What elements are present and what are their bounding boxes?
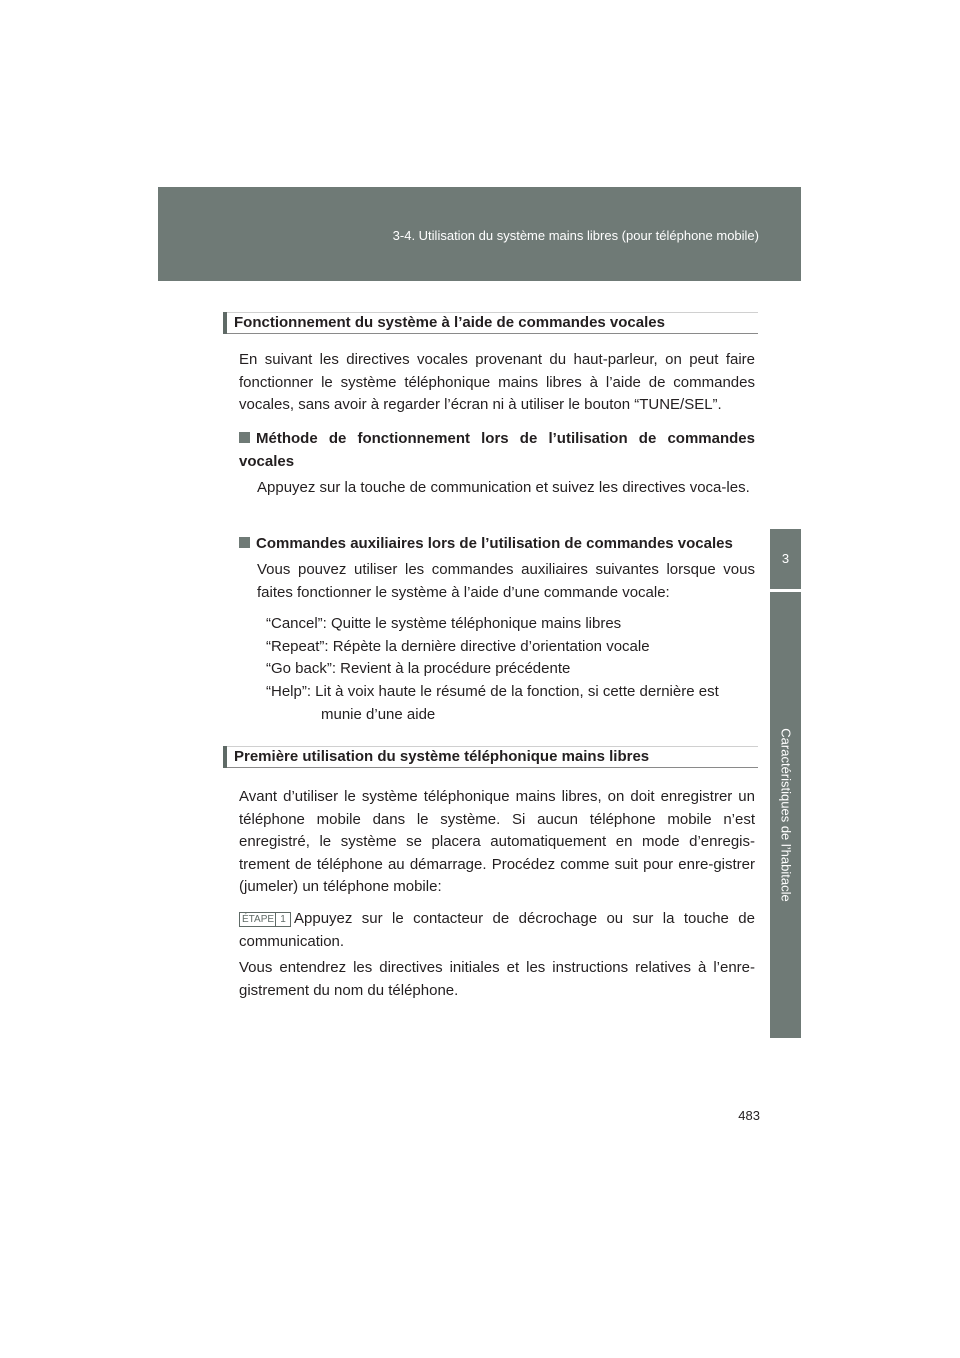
- side-tab-chapter-number: [770, 529, 801, 589]
- section2-intro: Avant d’utiliser le système téléphonique mains libres, on doit enregistrer un téléphone mobile dans le système. Si aucun téléphone mobile n’est enregistré, le système se placera automatiquement en mode d’enregis-trement de téléphone au démarrage. Procédez comme suit pour enre-gistrer (jumeler) un téléphone mobile:: [239, 788, 755, 895]
- sub-heading-text: Commandes auxiliaires lors de l’utilisation de commandes vocales: [256, 535, 733, 552]
- section-heading-voice-commands: [223, 312, 758, 334]
- command-cancel: “Cancel”: Quitte le système téléphonique mains libres: [266, 615, 622, 632]
- sub2-body: Vous pouvez utiliser les commandes auxiliaires suivantes lorsque vous faites fonctionner le système à l’aide d’une commande vocale:: [257, 561, 755, 601]
- header-band: [158, 187, 801, 281]
- step-1-text: [239, 908, 755, 953]
- section-heading-first-use: [223, 746, 758, 768]
- command-help-continued: munie d’une aide: [321, 706, 436, 723]
- step-1-content: Appuyez sur le contacteur de décrochage ou sur la touche de communication.: [239, 910, 755, 950]
- heading-accent-bar: [223, 312, 227, 334]
- sub-heading-text: Méthode de fonctionnement lors de l’utilisation de commandes vocales: [239, 430, 755, 470]
- heading-accent-bar: [223, 746, 227, 768]
- command-repeat: “Repeat”: Répète la dernière directive d’orientation vocale: [266, 638, 650, 655]
- section1-intro: En suivant les directives vocales provenant du haut-parleur, on peut faire fonctionner le système téléphonique mains libres à l’aide de commandes vocales, sans avoir à regarder l’écran ni à utiliser le bouton “TUNE/SEL”.: [239, 351, 755, 413]
- step-label: ÉTAPE: [242, 914, 275, 925]
- command-help: “Help”: Lit à voix haute le résumé de la fonction, si cette dernière est: [266, 683, 719, 700]
- sub-heading-auxiliary: [239, 533, 755, 556]
- page-number: 483: [738, 1108, 760, 1123]
- side-tab-chapter-label: [770, 592, 801, 1038]
- sub-heading-method: [239, 428, 755, 473]
- chapter-number: 3: [781, 551, 790, 566]
- after-step-text: Vous entendrez les directives initiales et les instructions relatives à l’enre-gistrement du nom du téléphone.: [239, 959, 755, 999]
- square-bullet-icon: [239, 537, 250, 548]
- section-heading-text: Première utilisation du système téléphonique mains libres: [234, 748, 650, 765]
- header-section-title: 3-4. Utilisation du système mains libres (pour téléphone mobile): [392, 228, 759, 243]
- sub1-body: Appuyez sur la touche de communication et suivez les directives voca-les.: [257, 479, 750, 496]
- command-go-back: “Go back”: Revient à la procédure précédente: [266, 660, 571, 677]
- step-number: 1: [275, 913, 290, 926]
- square-bullet-icon: [239, 432, 250, 443]
- section-heading-text: Fonctionnement du système à l’aide de commandes vocales: [234, 314, 665, 331]
- chapter-label: Caractéristiques de l’habitacle: [778, 728, 793, 902]
